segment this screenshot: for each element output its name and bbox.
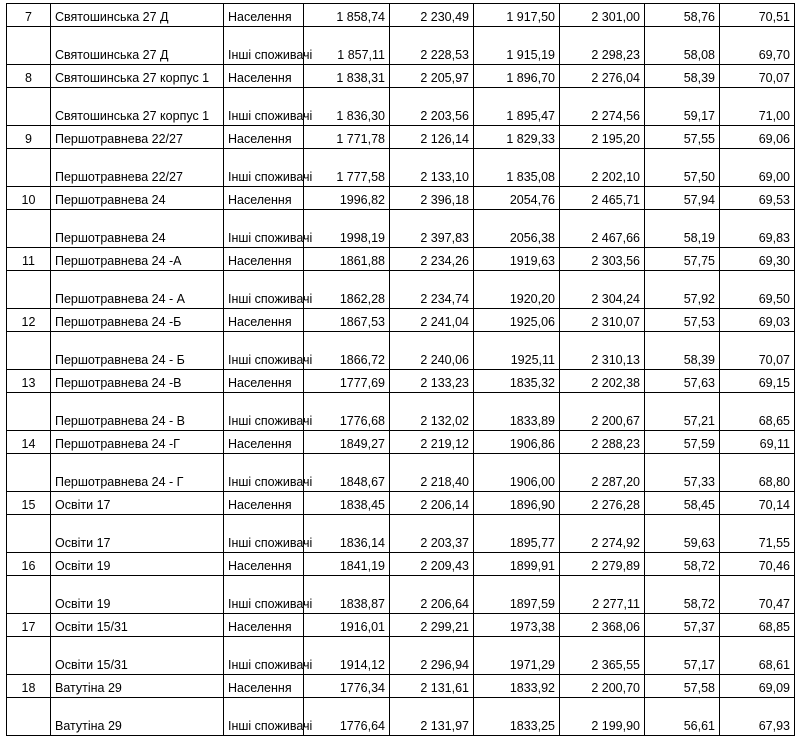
- table-row: [7, 65, 795, 88]
- consumer-category-cell: Населення: [224, 126, 304, 149]
- value-cell-4: 2 365,55: [560, 637, 645, 675]
- value-cell-4: 2 202,10: [560, 149, 645, 187]
- value-cell-1: 1776,34: [304, 675, 390, 698]
- value-cell-6: 69,15: [720, 370, 795, 393]
- value-cell-2: 2 132,02: [390, 393, 474, 431]
- row-number: 16: [7, 553, 51, 576]
- address-cell: Святошинська 27 Д: [51, 4, 224, 27]
- value-cell-6: 69,06: [720, 126, 795, 149]
- address-cell: Ватутіна 29: [51, 675, 224, 698]
- table-row: [7, 698, 795, 736]
- value-cell-4: 2 200,70: [560, 675, 645, 698]
- row-number: [7, 271, 51, 309]
- address-cell: Першотравнева 24 -Б: [51, 309, 224, 332]
- consumer-category-cell: Інші споживачі: [224, 271, 304, 309]
- consumer-category-cell: Інші споживачі: [224, 332, 304, 370]
- value-cell-4: 2 276,28: [560, 492, 645, 515]
- value-cell-3: 1 915,19: [474, 27, 560, 65]
- value-cell-1: 1 836,30: [304, 88, 390, 126]
- value-cell-1: 1 857,11: [304, 27, 390, 65]
- consumer-category-cell: Інші споживачі: [224, 515, 304, 553]
- value-cell-5: 58,39: [645, 65, 720, 88]
- value-cell-2: 2 203,37: [390, 515, 474, 553]
- address-cell: Першотравнева 24 - А: [51, 271, 224, 309]
- value-cell-6: 69,00: [720, 149, 795, 187]
- address-cell: Ватутіна 29: [51, 698, 224, 736]
- value-cell-5: 57,50: [645, 149, 720, 187]
- value-cell-6: 67,93: [720, 698, 795, 736]
- row-number: 11: [7, 248, 51, 271]
- row-number: 7: [7, 4, 51, 27]
- value-cell-2: 2 133,23: [390, 370, 474, 393]
- value-cell-2: 2 126,14: [390, 126, 474, 149]
- row-number: [7, 515, 51, 553]
- value-cell-6: 70,14: [720, 492, 795, 515]
- value-cell-6: 69,50: [720, 271, 795, 309]
- table-row: [7, 492, 795, 515]
- row-number: 15: [7, 492, 51, 515]
- row-number: 12: [7, 309, 51, 332]
- value-cell-1: 1849,27: [304, 431, 390, 454]
- value-cell-1: 1998,19: [304, 210, 390, 248]
- value-cell-1: 1867,53: [304, 309, 390, 332]
- table-row: [7, 332, 795, 370]
- address-cell: Першотравнева 22/27: [51, 126, 224, 149]
- table-row: [7, 126, 795, 149]
- row-number: 10: [7, 187, 51, 210]
- value-cell-4: 2 274,92: [560, 515, 645, 553]
- value-cell-3: 1 896,70: [474, 65, 560, 88]
- value-cell-2: 2 230,49: [390, 4, 474, 27]
- table-row: [7, 210, 795, 248]
- value-cell-1: 1776,68: [304, 393, 390, 431]
- value-cell-4: 2 298,23: [560, 27, 645, 65]
- value-cell-5: 57,21: [645, 393, 720, 431]
- consumer-category-cell: Інші споживачі: [224, 454, 304, 492]
- address-cell: Освіти 15/31: [51, 637, 224, 675]
- value-cell-2: 2 206,14: [390, 492, 474, 515]
- value-cell-2: 2 396,18: [390, 187, 474, 210]
- value-cell-2: 2 131,97: [390, 698, 474, 736]
- address-cell: Освіти 15/31: [51, 614, 224, 637]
- value-cell-5: 57,17: [645, 637, 720, 675]
- value-cell-3: 1 835,08: [474, 149, 560, 187]
- value-cell-5: 58,19: [645, 210, 720, 248]
- value-cell-2: 2 205,97: [390, 65, 474, 88]
- consumer-category-cell: Населення: [224, 431, 304, 454]
- consumer-category-cell: Інші споживачі: [224, 27, 304, 65]
- address-cell: Першотравнева 24 -А: [51, 248, 224, 271]
- value-cell-3: 2054,76: [474, 187, 560, 210]
- value-cell-6: 71,55: [720, 515, 795, 553]
- value-cell-5: 57,75: [645, 248, 720, 271]
- consumer-category-cell: Інші споживачі: [224, 210, 304, 248]
- row-number: 17: [7, 614, 51, 637]
- value-cell-4: 2 304,24: [560, 271, 645, 309]
- consumer-category-cell: Населення: [224, 309, 304, 332]
- value-cell-6: 70,47: [720, 576, 795, 614]
- value-cell-5: 58,72: [645, 576, 720, 614]
- consumer-category-cell: Інші споживачі: [224, 149, 304, 187]
- table-row: [7, 454, 795, 492]
- value-cell-1: 1841,19: [304, 553, 390, 576]
- value-cell-2: 2 397,83: [390, 210, 474, 248]
- table-row: [7, 637, 795, 675]
- address-cell: Святошинська 27 корпус 1: [51, 65, 224, 88]
- value-cell-3: 1895,77: [474, 515, 560, 553]
- value-cell-5: 57,63: [645, 370, 720, 393]
- value-cell-3: 1906,00: [474, 454, 560, 492]
- value-cell-3: 1835,32: [474, 370, 560, 393]
- value-cell-5: 57,53: [645, 309, 720, 332]
- value-cell-5: 57,92: [645, 271, 720, 309]
- value-cell-3: 2056,38: [474, 210, 560, 248]
- consumer-category-cell: Інші споживачі: [224, 637, 304, 675]
- consumer-category-cell: Інші споживачі: [224, 576, 304, 614]
- consumer-category-cell: Населення: [224, 65, 304, 88]
- row-number: [7, 88, 51, 126]
- value-cell-5: 57,94: [645, 187, 720, 210]
- value-cell-2: 2 206,64: [390, 576, 474, 614]
- value-cell-6: 69,53: [720, 187, 795, 210]
- value-cell-2: 2 219,12: [390, 431, 474, 454]
- value-cell-6: 70,46: [720, 553, 795, 576]
- value-cell-3: 1833,92: [474, 675, 560, 698]
- value-cell-1: 1 838,31: [304, 65, 390, 88]
- value-cell-4: 2 287,20: [560, 454, 645, 492]
- address-cell: Освіти 17: [51, 515, 224, 553]
- row-number: [7, 210, 51, 248]
- row-number: [7, 637, 51, 675]
- consumer-category-cell: Населення: [224, 553, 304, 576]
- value-cell-4: 2 199,90: [560, 698, 645, 736]
- value-cell-1: 1836,14: [304, 515, 390, 553]
- value-cell-1: 1838,87: [304, 576, 390, 614]
- consumer-category-cell: Населення: [224, 370, 304, 393]
- address-cell: Святошинська 27 корпус 1: [51, 88, 224, 126]
- row-number: [7, 393, 51, 431]
- value-cell-4: 2 277,11: [560, 576, 645, 614]
- value-cell-3: 1971,29: [474, 637, 560, 675]
- value-cell-4: 2 310,07: [560, 309, 645, 332]
- value-cell-4: 2 274,56: [560, 88, 645, 126]
- table-row: [7, 370, 795, 393]
- value-cell-1: 1 858,74: [304, 4, 390, 27]
- value-cell-3: 1 829,33: [474, 126, 560, 149]
- value-cell-6: 69,09: [720, 675, 795, 698]
- table-row: [7, 271, 795, 309]
- value-cell-1: 1776,64: [304, 698, 390, 736]
- value-cell-3: 1897,59: [474, 576, 560, 614]
- row-number: 18: [7, 675, 51, 698]
- value-cell-6: 69,30: [720, 248, 795, 271]
- address-cell: Першотравнева 24: [51, 187, 224, 210]
- value-cell-4: 2 301,00: [560, 4, 645, 27]
- value-cell-4: 2 279,89: [560, 553, 645, 576]
- value-cell-2: 2 240,06: [390, 332, 474, 370]
- address-cell: Освіти 17: [51, 492, 224, 515]
- value-cell-6: 68,85: [720, 614, 795, 637]
- value-cell-5: 57,58: [645, 675, 720, 698]
- table-body: [7, 4, 795, 736]
- value-cell-4: 2 310,13: [560, 332, 645, 370]
- value-cell-2: 2 203,56: [390, 88, 474, 126]
- value-cell-1: 1862,28: [304, 271, 390, 309]
- value-cell-2: 2 131,61: [390, 675, 474, 698]
- table-row: [7, 88, 795, 126]
- value-cell-2: 2 241,04: [390, 309, 474, 332]
- consumer-category-cell: Населення: [224, 675, 304, 698]
- consumer-category-cell: Населення: [224, 4, 304, 27]
- value-cell-4: 2 276,04: [560, 65, 645, 88]
- value-cell-6: 68,61: [720, 637, 795, 675]
- value-cell-6: 70,07: [720, 65, 795, 88]
- value-cell-6: 68,65: [720, 393, 795, 431]
- value-cell-3: 1899,91: [474, 553, 560, 576]
- value-cell-2: 2 234,74: [390, 271, 474, 309]
- value-cell-2: 2 299,21: [390, 614, 474, 637]
- value-cell-2: 2 228,53: [390, 27, 474, 65]
- value-cell-5: 57,33: [645, 454, 720, 492]
- value-cell-1: 1 771,78: [304, 126, 390, 149]
- consumer-category-cell: Населення: [224, 614, 304, 637]
- value-cell-3: 1925,11: [474, 332, 560, 370]
- value-cell-1: 1848,67: [304, 454, 390, 492]
- value-cell-3: 1925,06: [474, 309, 560, 332]
- value-cell-5: 58,39: [645, 332, 720, 370]
- value-cell-3: 1906,86: [474, 431, 560, 454]
- value-cell-4: 2 368,06: [560, 614, 645, 637]
- value-cell-5: 58,08: [645, 27, 720, 65]
- row-number: [7, 576, 51, 614]
- table-row: [7, 4, 795, 27]
- value-cell-3: 1920,20: [474, 271, 560, 309]
- consumer-category-cell: Інші споживачі: [224, 393, 304, 431]
- consumer-category-cell: Населення: [224, 492, 304, 515]
- table-row: [7, 675, 795, 698]
- address-cell: Першотравнева 24 - В: [51, 393, 224, 431]
- row-number: 14: [7, 431, 51, 454]
- value-cell-6: 69,70: [720, 27, 795, 65]
- value-cell-5: 58,76: [645, 4, 720, 27]
- value-cell-5: 59,63: [645, 515, 720, 553]
- value-cell-1: 1861,88: [304, 248, 390, 271]
- table-row: [7, 309, 795, 332]
- table-row: [7, 187, 795, 210]
- table-row: [7, 553, 795, 576]
- consumer-category-cell: Населення: [224, 248, 304, 271]
- value-cell-3: 1919,63: [474, 248, 560, 271]
- value-cell-5: 59,17: [645, 88, 720, 126]
- value-cell-4: 2 465,71: [560, 187, 645, 210]
- value-cell-5: 56,61: [645, 698, 720, 736]
- tariff-table: [6, 3, 795, 736]
- table-row: [7, 248, 795, 271]
- value-cell-2: 2 209,43: [390, 553, 474, 576]
- row-number: 9: [7, 126, 51, 149]
- value-cell-2: 2 218,40: [390, 454, 474, 492]
- value-cell-1: 1916,01: [304, 614, 390, 637]
- value-cell-6: 70,07: [720, 332, 795, 370]
- address-cell: Освіти 19: [51, 576, 224, 614]
- value-cell-5: 57,37: [645, 614, 720, 637]
- value-cell-1: 1996,82: [304, 187, 390, 210]
- value-cell-3: 1 917,50: [474, 4, 560, 27]
- row-number: [7, 332, 51, 370]
- value-cell-1: 1866,72: [304, 332, 390, 370]
- row-number: [7, 454, 51, 492]
- row-number: 8: [7, 65, 51, 88]
- table-row: [7, 431, 795, 454]
- address-cell: Першотравнева 24 - Б: [51, 332, 224, 370]
- value-cell-3: 1833,89: [474, 393, 560, 431]
- value-cell-2: 2 296,94: [390, 637, 474, 675]
- value-cell-6: 68,80: [720, 454, 795, 492]
- value-cell-1: 1914,12: [304, 637, 390, 675]
- table-row: [7, 614, 795, 637]
- value-cell-6: 69,11: [720, 431, 795, 454]
- value-cell-1: 1777,69: [304, 370, 390, 393]
- value-cell-4: 2 195,20: [560, 126, 645, 149]
- consumer-category-cell: Інші споживачі: [224, 88, 304, 126]
- table-row: [7, 515, 795, 553]
- consumer-category-cell: Інші споживачі: [224, 698, 304, 736]
- value-cell-3: 1833,25: [474, 698, 560, 736]
- value-cell-4: 2 467,66: [560, 210, 645, 248]
- value-cell-6: 69,03: [720, 309, 795, 332]
- row-number: [7, 27, 51, 65]
- value-cell-5: 58,72: [645, 553, 720, 576]
- value-cell-6: 71,00: [720, 88, 795, 126]
- address-cell: Першотравнева 22/27: [51, 149, 224, 187]
- address-cell: Першотравнева 24 - Г: [51, 454, 224, 492]
- value-cell-5: 58,45: [645, 492, 720, 515]
- value-cell-2: 2 133,10: [390, 149, 474, 187]
- address-cell: Першотравнева 24 -В: [51, 370, 224, 393]
- value-cell-4: 2 200,67: [560, 393, 645, 431]
- address-cell: Святошинська 27 Д: [51, 27, 224, 65]
- address-cell: Першотравнева 24 -Г: [51, 431, 224, 454]
- table-row: [7, 27, 795, 65]
- row-number: [7, 698, 51, 736]
- value-cell-5: 57,55: [645, 126, 720, 149]
- value-cell-5: 57,59: [645, 431, 720, 454]
- value-cell-4: 2 288,23: [560, 431, 645, 454]
- table-row: [7, 393, 795, 431]
- value-cell-6: 70,51: [720, 4, 795, 27]
- value-cell-2: 2 234,26: [390, 248, 474, 271]
- value-cell-3: 1973,38: [474, 614, 560, 637]
- address-cell: Освіти 19: [51, 553, 224, 576]
- value-cell-4: 2 303,56: [560, 248, 645, 271]
- value-cell-1: 1838,45: [304, 492, 390, 515]
- table-row: [7, 576, 795, 614]
- row-number: [7, 149, 51, 187]
- value-cell-4: 2 202,38: [560, 370, 645, 393]
- value-cell-3: 1896,90: [474, 492, 560, 515]
- value-cell-1: 1 777,58: [304, 149, 390, 187]
- address-cell: Першотравнева 24: [51, 210, 224, 248]
- table-row: [7, 149, 795, 187]
- consumer-category-cell: Населення: [224, 187, 304, 210]
- value-cell-3: 1 895,47: [474, 88, 560, 126]
- value-cell-6: 69,83: [720, 210, 795, 248]
- row-number: 13: [7, 370, 51, 393]
